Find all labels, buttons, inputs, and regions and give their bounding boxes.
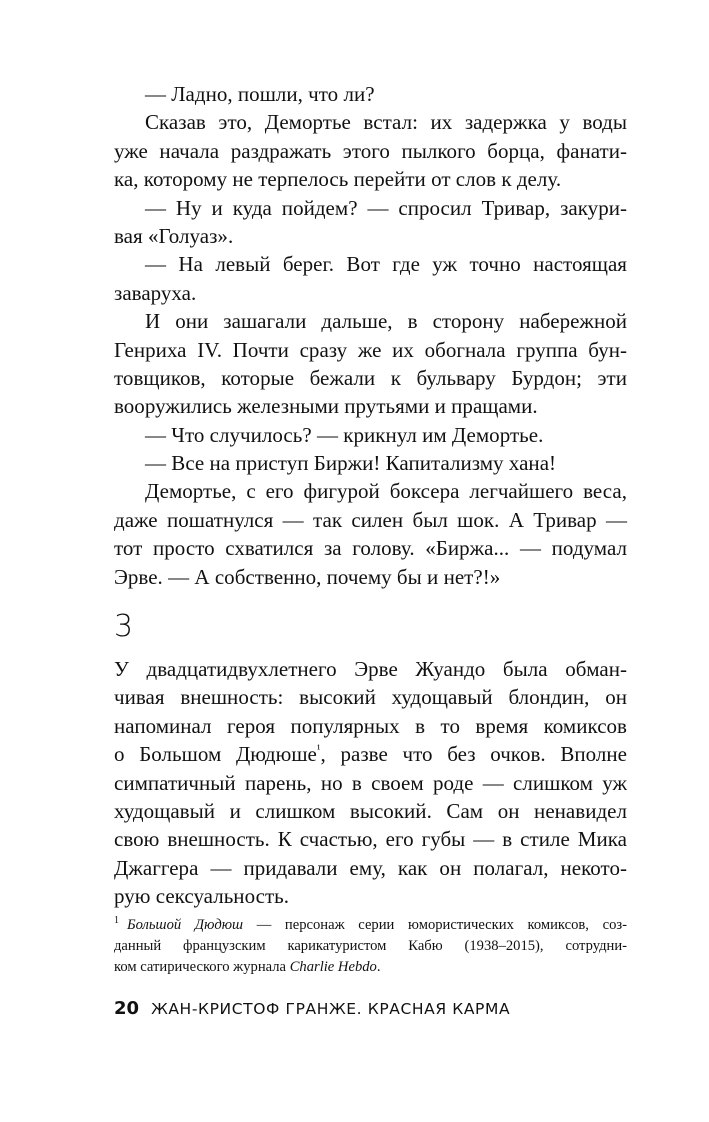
body-text <box>114 80 627 591</box>
page-number: 20 <box>114 998 140 1019</box>
text-line: рую сексуальность. <box>114 884 290 909</box>
text-line: заваруха. <box>114 280 197 305</box>
text-span: о Большом Дюдюше <box>114 742 317 767</box>
text-line: Демортье, с его фигурой боксера легчайшего веса, <box>145 479 627 504</box>
text-line: Сказав это, Демортье встал: их задержка у воды <box>145 110 627 135</box>
text-line: — Что случилось? — крикнул им Демортье. <box>145 422 544 447</box>
text-line: свою внешность. К счастью, его губы — в стиле Мика <box>114 827 627 852</box>
footnote <box>114 915 627 978</box>
footnote-term: Большой Дюдюш <box>127 917 244 933</box>
footnote-line <box>114 957 627 978</box>
footnote-line <box>114 915 627 936</box>
text-line: напоминал героя популярных в то время комиксов <box>114 713 627 738</box>
text-line: уже начала раздражать этого пылкого борца, фанати- <box>114 138 627 163</box>
text-line: — На левый берег. Вот где уж точно настоящая <box>145 252 627 277</box>
footnote-ref[interactable]: ¹ <box>316 742 321 757</box>
text-line: Генриха IV. Почти сразу же их обогнала группа бун- <box>114 337 627 362</box>
running-title: ЖАН-КРИСТОФ ГРАНЖЕ. КРАСНАЯ КАРМА <box>151 1000 511 1018</box>
text-line: — Все на приступ Биржи! Капитализму хана! <box>145 451 557 476</box>
text-line: худощавый и слишком высокий. Сам он ненавидел <box>114 798 627 823</box>
text-span: ком сатирического журнала <box>114 959 290 975</box>
text-line: И они зашагали дальше, в сторону набережной <box>145 309 627 334</box>
text-line <box>114 740 627 768</box>
footnote-line: данный французским карикатуристом Кабю (1938–2015), сотрудни- <box>114 938 627 954</box>
text-line: ка, которому не терпелось перейти от слов к делу. <box>114 167 562 192</box>
text-line: симпатичный парень, но в своем роде — слишком уж <box>114 770 627 795</box>
text-line: чивая внешность: высокий худощавый блондин, он <box>114 685 627 710</box>
text-line: тот просто схватился за голову. «Биржа... — подумал <box>114 536 627 561</box>
chapter-text <box>114 655 627 911</box>
text-line: Эрве. — А собственно, почему бы и нет?!» <box>114 564 501 589</box>
text-span: . <box>376 959 381 975</box>
text-line: товщиков, которые бежали к бульвару Бурдон; эти <box>114 365 627 390</box>
text-line: вооружились железными прутьями и пращами. <box>114 394 538 419</box>
text-span: — персонаж серии юмористических комиксов, соз- <box>243 917 627 933</box>
chapter-number: 3 <box>114 609 134 644</box>
text-line: Джаггера — придавали ему, как он полагал, некото- <box>114 855 627 880</box>
footnote-mark: 1 <box>114 915 119 927</box>
text-line: У двадцатидвухлетнего Эрве Жуандо была обман- <box>114 657 627 681</box>
text-line: — Ладно, пошли, что ли? <box>145 82 375 106</box>
page-footer <box>114 998 627 1019</box>
text-line: даже пошатнулся — так силен был шок. А Тривар — <box>114 507 627 532</box>
text-line: вая «Голуаз». <box>114 223 234 248</box>
text-span: , разве что без очков. Вполне <box>320 742 627 767</box>
text-line: — Ну и куда пойдем? — спросил Тривар, закури- <box>145 195 627 220</box>
magazine-title: Charlie Hebdo <box>289 959 377 975</box>
